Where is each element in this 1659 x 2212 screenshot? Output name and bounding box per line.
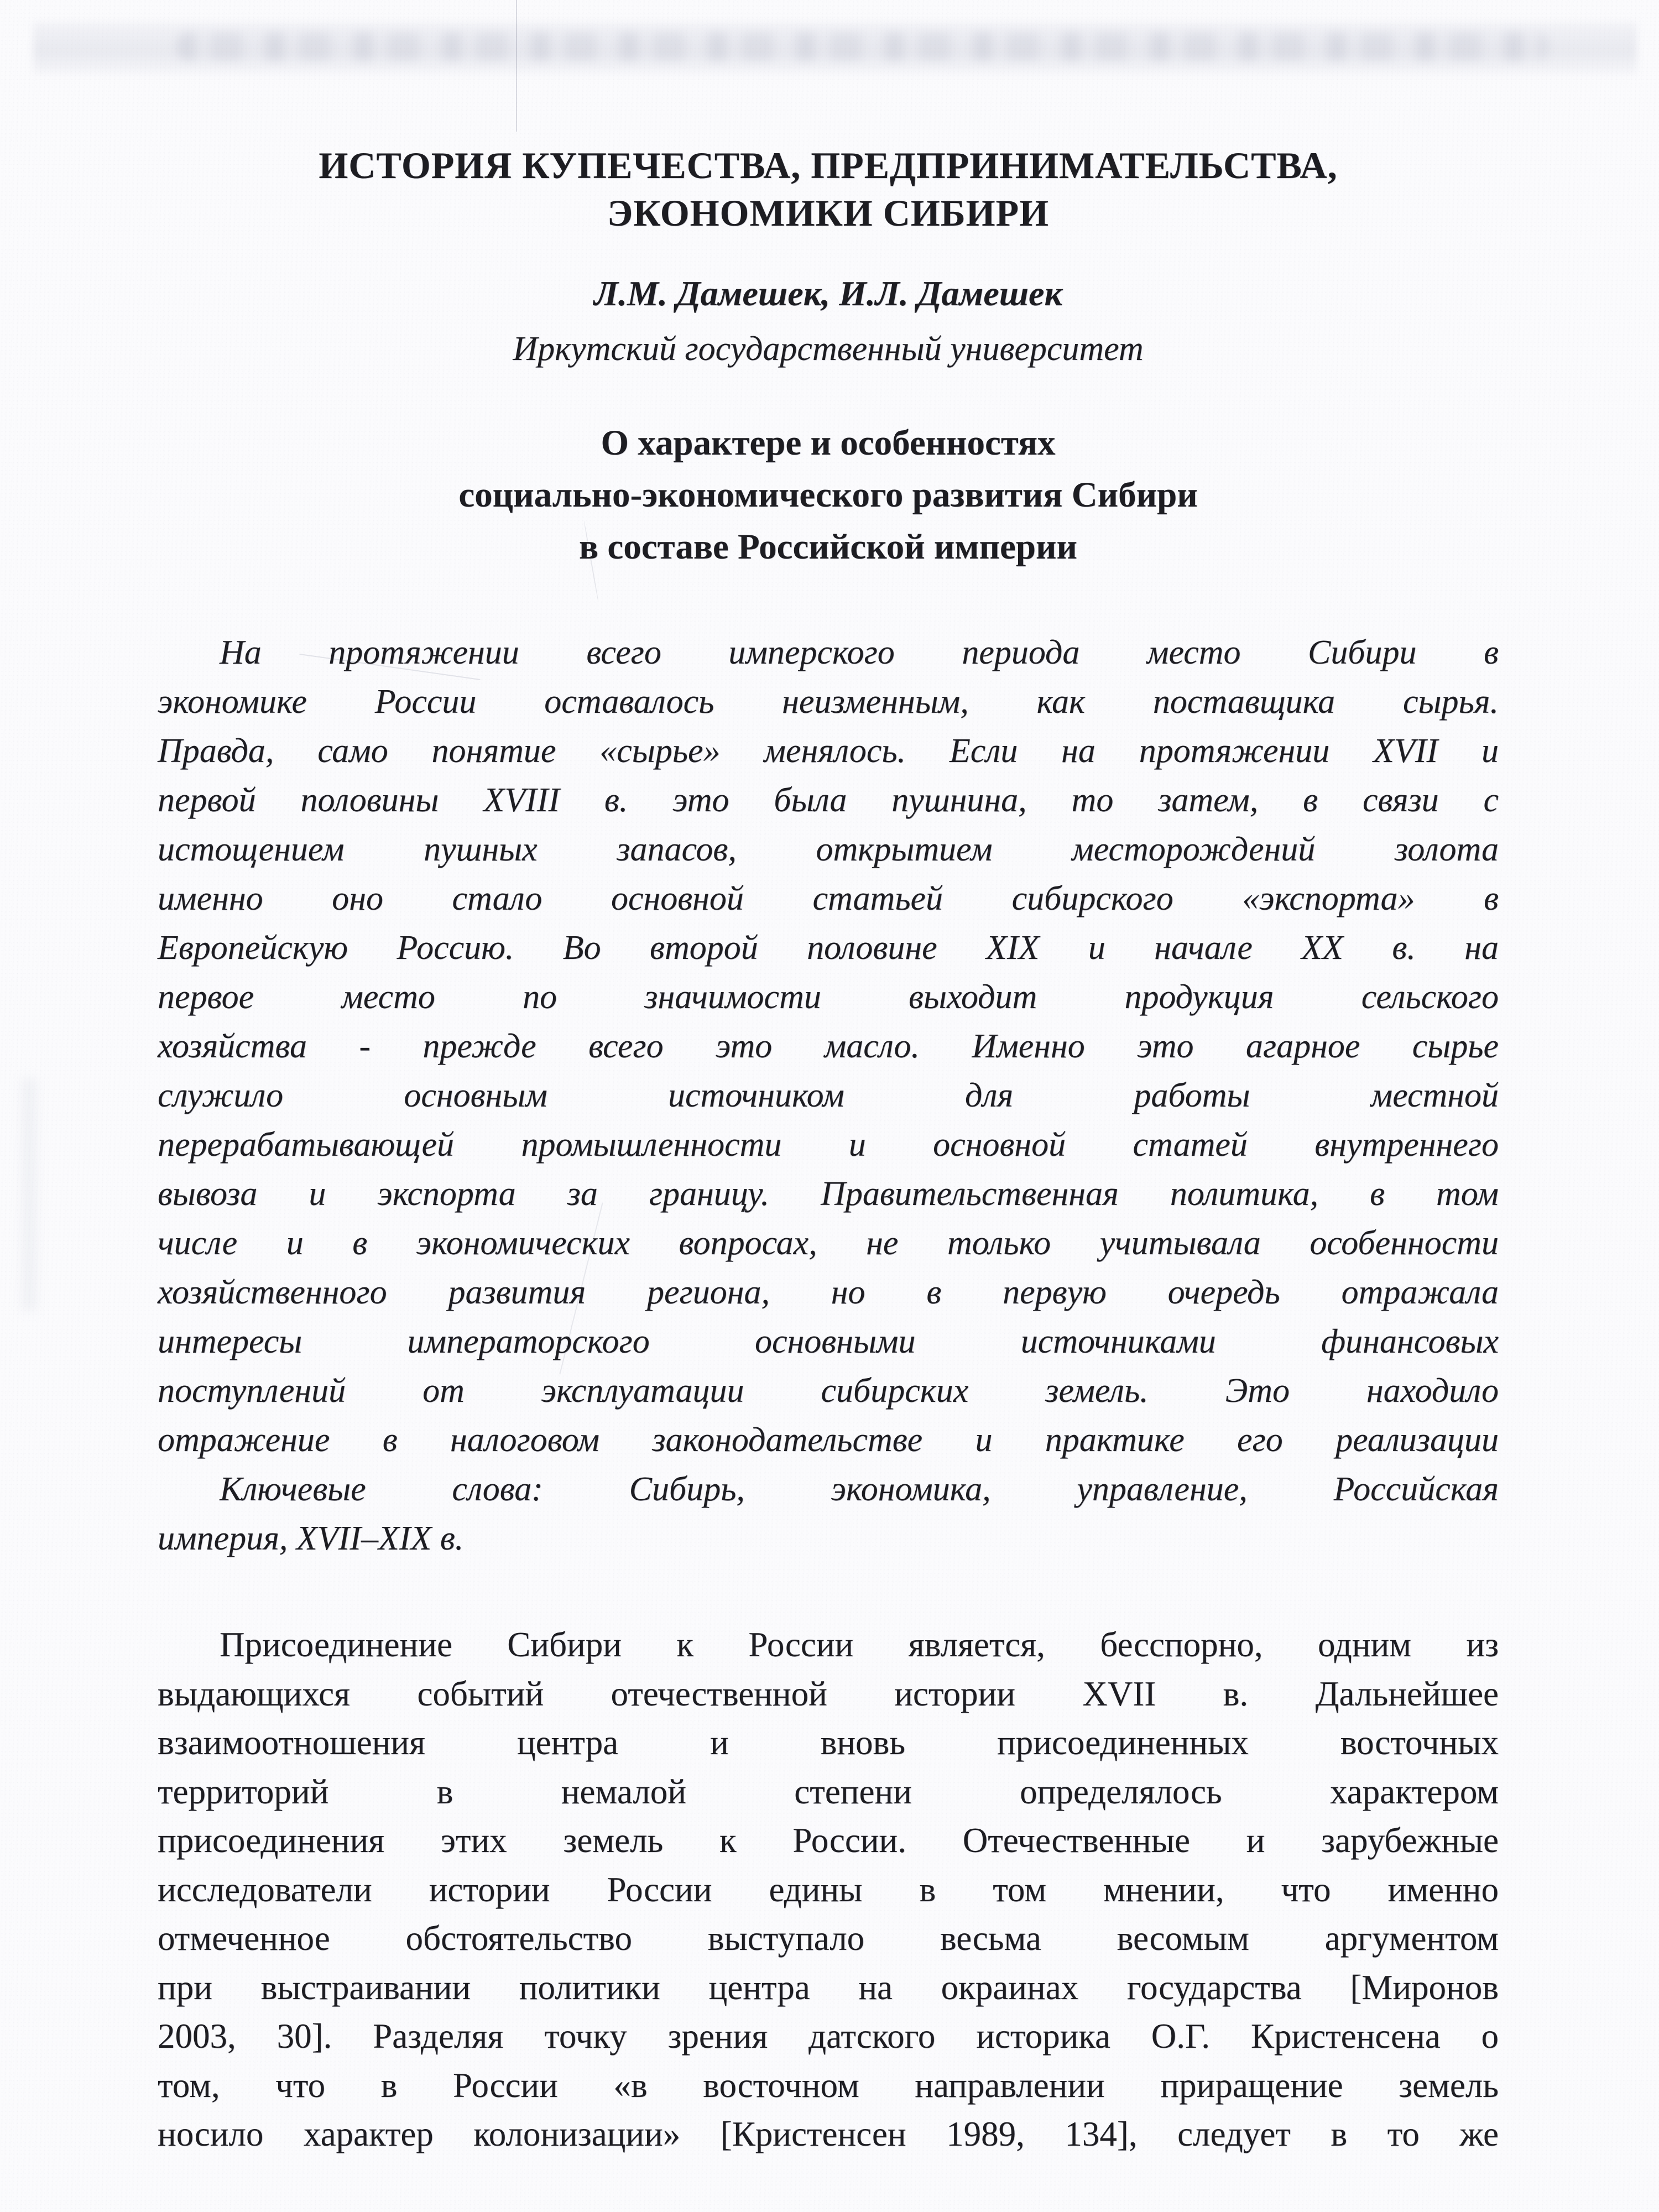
abstract-line: отражение в налоговом законодательстве и практике его реализации	[158, 1421, 1499, 1459]
abstract-line: Европейскую Россию. Во второй половине XIX и начале XX в. на	[158, 929, 1499, 967]
section-title-line2: ЭКОНОМИКИ СИБИРИ	[607, 192, 1049, 234]
body-line: присоединения этих земель к России. Отечественные и зарубежные	[158, 1821, 1499, 1860]
authors-line: Л.М. Дамешек, И.Л. Дамешек	[594, 274, 1062, 313]
affiliation-line: Иркутский государственный университет	[513, 330, 1144, 368]
scan-bleedthrough-wash	[33, 22, 1637, 75]
body-line: носило характер колонизации» [Кристенсен 1989, 134], следует в то же	[158, 2115, 1499, 2153]
abstract-line: империя, XVII–XIX в.	[158, 1520, 464, 1557]
section-title-line1: ИСТОРИЯ КУПЕЧЕСТВА, ПРЕДПРИНИМАТЕЛЬСТВА,	[319, 144, 1338, 186]
abstract-block	[158, 628, 1499, 1563]
abstract-line: На протяжении всего имперского периода место Сибири в	[220, 634, 1499, 671]
scan-bleedthrough-text-band	[177, 32, 1548, 61]
article-title-line: О характере и особенностях	[601, 423, 1056, 463]
body-line: взаимоотношения центра и вновь присоединенных восточных	[158, 1723, 1499, 1762]
abstract-line: числе и в экономических вопросах, не только учитывала особенности	[158, 1224, 1499, 1262]
article-title	[158, 417, 1499, 573]
body-line: территорий в немалой степени определялось характером	[158, 1772, 1499, 1811]
abstract-line: Правда, само понятие «сырье» менялось. Если на протяжении XVII и	[158, 732, 1499, 770]
body-line: Присоединение Сибири к России является, бесспорно, одним из	[220, 1625, 1499, 1664]
abstract-line: первое место по значимости выходит продукция сельского	[158, 978, 1499, 1016]
abstract-line: экономике России оставалось неизменным, как поставщика сырья.	[158, 683, 1499, 721]
article-title-line: в составе Российской империи	[579, 527, 1077, 567]
body-paragraph	[158, 1620, 1499, 2159]
abstract-line: истощением пушных запасов, открытием месторождений золота	[158, 831, 1499, 868]
abstract-line: Ключевые слова: Сибирь, экономика, управление, Российская	[220, 1470, 1499, 1508]
body-line: выдающихся событий отечественной истории XVII в. Дальнейшее	[158, 1674, 1499, 1713]
abstract-line: служило основным источником для работы местной	[158, 1077, 1499, 1114]
scan-scratch-vertical	[516, 0, 517, 132]
body-line: том, что в России «в восточном направлении приращение земель	[158, 2065, 1499, 2105]
abstract-line: первой половины XVIII в. это была пушнина, то затем, в связи с	[158, 781, 1499, 819]
body-line: отмеченное обстоятельство выступало весьма весомым аргументом	[158, 1919, 1499, 1958]
article-title-line: социально-экономического развития Сибири	[458, 475, 1198, 515]
abstract-line: хозяйства - прежде всего это масло. Именно это агарное сырье	[158, 1027, 1499, 1065]
section-title	[158, 142, 1499, 237]
abstract-line: перерабатывающей промышленности и основной статей внутреннего	[158, 1126, 1499, 1164]
scan-smudge-left-edge	[22, 1078, 36, 1311]
abstract-line: именно оно стало основной статьей сибирского «экспорта» в	[158, 880, 1499, 917]
abstract-line: вывоза и экспорта за границу. Правительственная политика, в том	[158, 1175, 1499, 1213]
body-line: 2003, 30]. Разделяя точку зрения датского историка О.Г. Кристенсена о	[158, 2017, 1499, 2056]
abstract-line: интересы императорского основными источниками финансовых	[158, 1323, 1499, 1360]
body-line: исследователи истории России едины в том мнении, что именно	[158, 1870, 1499, 1909]
abstract-line: поступлений от эксплуатации сибирских земель. Это находило	[158, 1372, 1499, 1410]
abstract-line: хозяйственного развития региона, но в первую очередь отражала	[158, 1274, 1499, 1311]
body-line: при выстраивании политики центра на окраинах государства [Миронов	[158, 1968, 1499, 2007]
